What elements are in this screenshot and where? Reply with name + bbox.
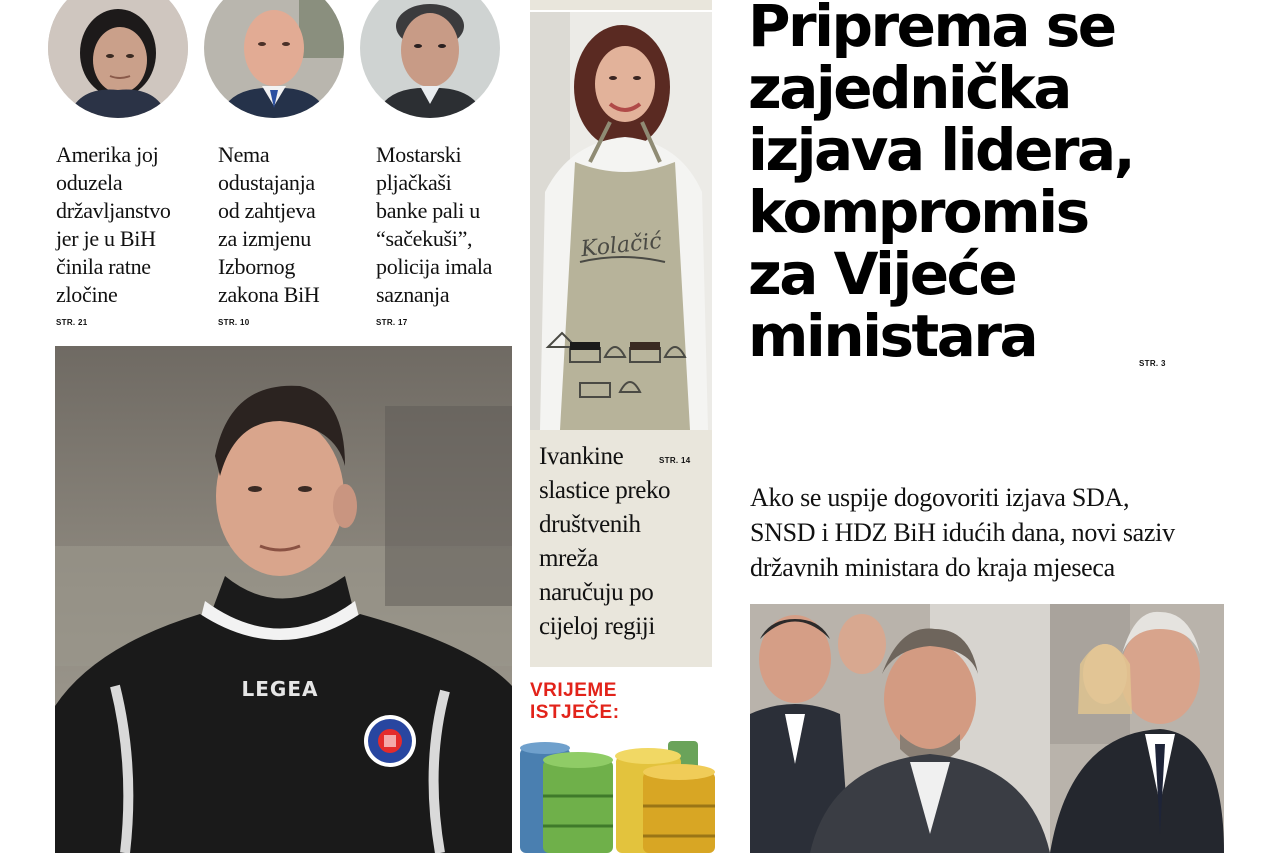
apron-print-text: Kolačić: [579, 228, 663, 263]
jersey-brand-text: LEGEA: [241, 677, 319, 701]
teaser-1-line: Amerika joj: [56, 142, 159, 167]
headline-line: kompromis: [748, 178, 1088, 246]
side-story-page-ref: STR. 14: [659, 456, 691, 465]
side-story-line: mreža: [539, 545, 599, 572]
teaser-2-line: odustajanja: [218, 170, 315, 195]
teaser-2-line: za izmjenu: [218, 226, 311, 251]
vrijeme-istjece-title[interactable]: [530, 680, 620, 724]
teaser-2-line: Nema: [218, 142, 270, 167]
politicians-photo: [750, 604, 1224, 853]
teaser-3-page-ref: STR. 17: [376, 318, 408, 327]
lead-line: državnih ministara do kraja mjeseca: [750, 553, 1115, 582]
vrijeme-line-1: VRIJEME: [530, 680, 617, 701]
headline-line: izjava lidera,: [748, 116, 1134, 184]
teaser-3-line: pljačkaši: [376, 170, 452, 195]
teaser-1-page-ref: STR. 21: [56, 318, 88, 327]
teaser-3-line: “sačekuši”,: [376, 226, 473, 251]
side-story-line: cijeloj regiji: [539, 613, 655, 640]
teaser-1[interactable]: [56, 141, 196, 337]
portrait-man-bald: [204, 0, 344, 118]
main-story-lead: [750, 480, 1270, 585]
teaser-3-line: policija imala: [376, 254, 493, 279]
teaser-3-line: saznanja: [376, 282, 450, 307]
teaser-1-line: oduzela: [56, 170, 123, 195]
teaser-1-line: jer je u BiH: [56, 226, 156, 251]
teaser-1-line: državljanstvo: [56, 198, 171, 223]
side-story-line: društvenih: [539, 511, 641, 538]
main-story-page-ref: STR. 3: [1139, 359, 1166, 368]
goalkeeper-photo: [55, 346, 512, 853]
teaser-3[interactable]: [376, 141, 516, 337]
headline-line: za Vijeće: [748, 240, 1016, 308]
headline-line: zajednička: [748, 54, 1070, 122]
oil-barrels-image: [518, 736, 720, 853]
side-story-line: slastice preko: [539, 477, 671, 504]
teaser-1-line: činila ratne: [56, 254, 151, 279]
side-story-line: naručuju po: [539, 579, 654, 606]
teaser-2-line: zakona BiH: [218, 282, 320, 307]
lead-line: Ako se uspije dogovoriti izjava SDA,: [750, 483, 1130, 512]
teaser-3-line: banke pali u: [376, 198, 480, 223]
teaser-2-page-ref: STR. 10: [218, 318, 250, 327]
teaser-3-line: Mostarski: [376, 142, 462, 167]
teaser-2[interactable]: [218, 141, 358, 337]
ivanka-photo: [530, 12, 712, 430]
side-story-line: Ivankine: [539, 443, 624, 470]
teaser-2-line: Izbornog: [218, 254, 296, 279]
side-story-text-box[interactable]: [530, 430, 712, 667]
teaser-2-line: od zahtjeva: [218, 198, 316, 223]
lead-line: SNSD i HDZ BiH idućih dana, novi saziv: [750, 518, 1175, 547]
portrait-woman: [48, 0, 188, 118]
headline-line: Priprema se: [748, 0, 1115, 60]
teaser-1-line: zločine: [56, 282, 118, 307]
headline-line: ministara: [748, 302, 1037, 370]
portrait-man-grey: [360, 0, 500, 118]
vrijeme-line-2: ISTJEČE:: [530, 702, 620, 723]
main-headline[interactable]: [748, 0, 1268, 370]
side-story-top-bar: [530, 0, 712, 10]
